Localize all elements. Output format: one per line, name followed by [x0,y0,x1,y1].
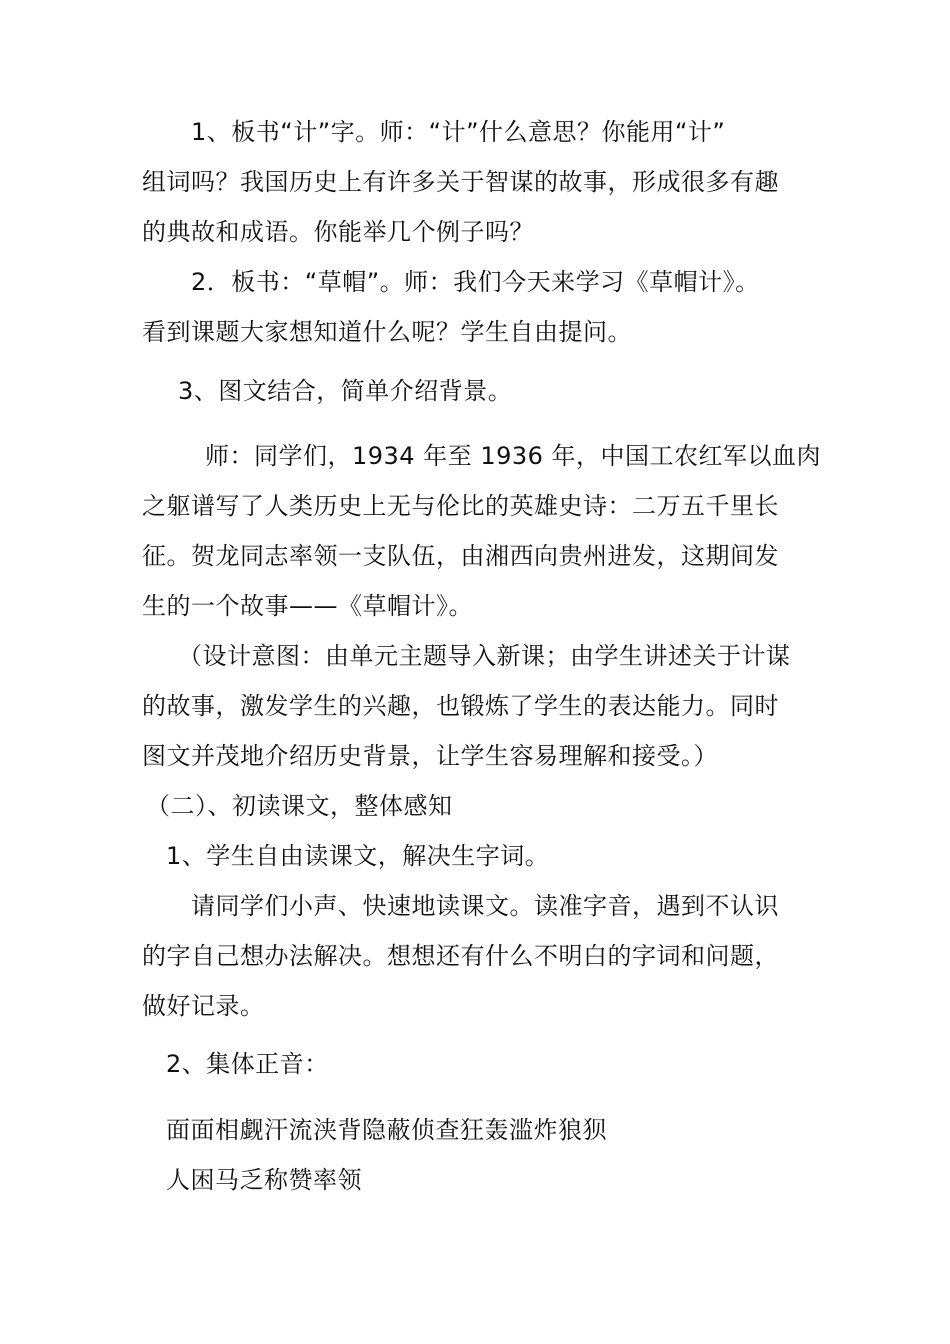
paragraph-7-line-1: 请同学们小声、快速地读课文。读准字音，遇到不认识 [191,892,779,920]
design-intent-line-3: 图文并茂地介绍历史背景，让学生容易理解和接受。） [142,742,718,770]
paragraph-6-line-1: 1、学生自由读课文，解决生字词。 [166,842,550,870]
section-heading: （二）、初读课文，整体感知 [146,792,453,820]
paragraph-4-line-1: 师：同学们，1934 年至 1936 年，中国工农红军以血肉 [205,442,822,470]
design-intent-line-2: 的故事，激发学生的兴趣，也锻炼了学生的表达能力。同时 [142,692,779,720]
design-intent-line-1: （设计意图：由单元主题导入新课；由学生讲述关于计谋 [178,642,791,670]
paragraph-4-line-4: 生的一个故事——《草帽计》。 [142,592,473,620]
paragraph-1-line-3: 的典故和成语。你能举几个例子吗？ [142,218,534,246]
paragraph-1-line-1: 1、板书“计”字。师：“计”什么意思？你能用“计” [191,118,726,146]
paragraph-7-line-2: 的字自己想办法解决。想想还有什么不明白的字词和问题， [142,942,779,970]
vocabulary-line-1: 面面相觑汗流浃背隐蔽侦查狂轰滥炸狼狈 [166,1116,607,1144]
paragraph-2-line-1: 2．板书：“草帽”。师：我们今天来学习《草帽计》。 [191,268,760,296]
paragraph-1-line-2: 组词吗？我国历史上有许多关于智谋的故事，形成很多有趣 [142,168,779,196]
paragraph-8-line-1: 2、集体正音： [166,1050,329,1078]
paragraph-4-line-2: 之躯谱写了人类历史上无与伦比的英雄史诗：二万五千里长 [142,492,779,520]
paragraph-2-line-2: 看到课题大家想知道什么呢？学生自由提问。 [142,318,632,346]
paragraph-7-line-3: 做好记录。 [142,992,265,1020]
paragraph-3-line-1: 3、图文结合，简单介绍背景。 [178,377,513,405]
paragraph-4-line-3: 征。贺龙同志率领一支队伍，由湘西向贵州进发，这期间发 [142,542,779,570]
vocabulary-line-2: 人困马乏称赞率领 [166,1166,362,1194]
